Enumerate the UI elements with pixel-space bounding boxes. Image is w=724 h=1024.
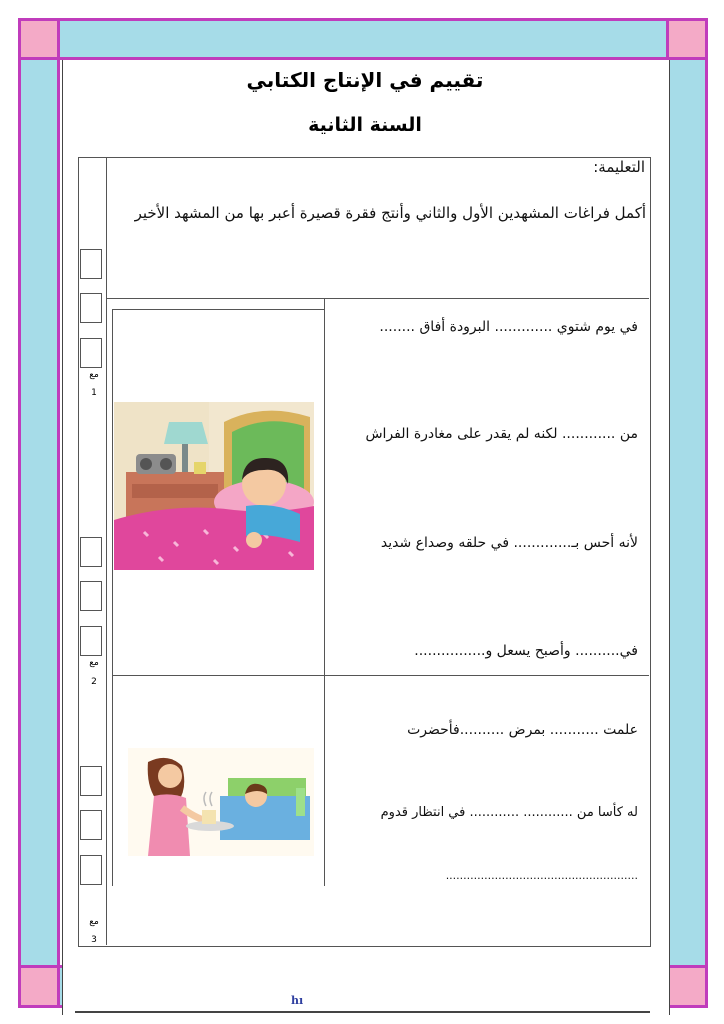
footer-text: hı bbox=[291, 994, 304, 1007]
page-title: تقييم في الإنتاج الكتابي bbox=[246, 68, 484, 92]
scene1-line-3: لأنه أحس بـ............. في حلقه وصداع شديد bbox=[380, 535, 638, 551]
nightstand-drawer bbox=[132, 484, 218, 498]
lamp-stem bbox=[182, 442, 188, 472]
scene2-line-1: علمت ........... بمرض ..........فأحضرت bbox=[407, 722, 638, 738]
scene-column-divider bbox=[324, 298, 325, 886]
scene1-line-1: في يوم شتوي ............. البرودة أفاق ........ bbox=[379, 319, 638, 335]
mother-drink-illustration bbox=[128, 748, 314, 856]
scene2-line-3: ....................................................... bbox=[445, 869, 638, 882]
grade-box[interactable] bbox=[80, 855, 102, 885]
mother-dress bbox=[148, 794, 190, 856]
corner-bottom-right bbox=[666, 966, 708, 1008]
scene-divider bbox=[112, 675, 649, 676]
scene2-line-2: له كأسا من ............ ............ في انتظار قدوم bbox=[380, 805, 638, 820]
grade-box[interactable] bbox=[80, 293, 102, 323]
instruction-label: التعليمة: bbox=[593, 158, 645, 176]
bottle bbox=[296, 788, 305, 816]
left-band bbox=[18, 18, 60, 1008]
border-line-top bbox=[18, 18, 708, 21]
grade-box[interactable] bbox=[80, 626, 102, 656]
page-subtitle: السنة الثانية bbox=[308, 114, 422, 136]
grade-box[interactable] bbox=[80, 537, 102, 567]
instruction-divider bbox=[106, 298, 649, 299]
border-line-left bbox=[18, 18, 21, 1008]
scene1-table-top bbox=[112, 309, 324, 310]
scene1-line-4: في.......... وأصبح يسعل و................ bbox=[414, 643, 638, 659]
grade-box[interactable] bbox=[80, 766, 102, 796]
grading-column-divider bbox=[106, 157, 107, 945]
sick-boy-illustration bbox=[114, 402, 314, 570]
cup bbox=[202, 810, 216, 824]
boy-hand bbox=[246, 532, 262, 548]
grade-box[interactable] bbox=[80, 338, 102, 368]
scene2-table-left bbox=[112, 675, 113, 886]
footer-rule bbox=[75, 1011, 650, 1013]
lamp-shade bbox=[164, 422, 208, 444]
scene1-line-2: من ............ لكنه لم يقدر على مغادرة الفراش bbox=[365, 426, 638, 442]
corner-top-left bbox=[18, 18, 60, 58]
criterion-mark-label: مع bbox=[89, 370, 99, 380]
criterion-number: 1 bbox=[91, 388, 97, 398]
radio-speaker bbox=[140, 458, 152, 470]
instruction-text: أكمل فراغات المشهدين الأول والثاني وأنتج فقرة قصيرة أعبر بها من المشهد الأخير bbox=[134, 204, 646, 222]
right-band bbox=[666, 18, 708, 1008]
grade-box[interactable] bbox=[80, 581, 102, 611]
criterion-number: 2 bbox=[91, 677, 97, 687]
bottom-tab bbox=[282, 942, 450, 1012]
radio-speaker bbox=[160, 458, 172, 470]
clock bbox=[194, 462, 206, 474]
corner-top-right bbox=[666, 18, 708, 58]
corner-bottom-left bbox=[18, 966, 60, 1008]
criterion-number: 3 bbox=[91, 935, 97, 945]
border-line-right bbox=[705, 18, 708, 1008]
top-band bbox=[18, 18, 708, 58]
grade-box[interactable] bbox=[80, 810, 102, 840]
criterion-mark-label: مع bbox=[89, 658, 99, 668]
border-line-left-inner bbox=[57, 18, 60, 1008]
grade-box[interactable] bbox=[80, 249, 102, 279]
criterion-mark-label: مع bbox=[89, 917, 99, 927]
mother-face bbox=[158, 764, 182, 788]
scene1-table-left bbox=[112, 309, 113, 675]
